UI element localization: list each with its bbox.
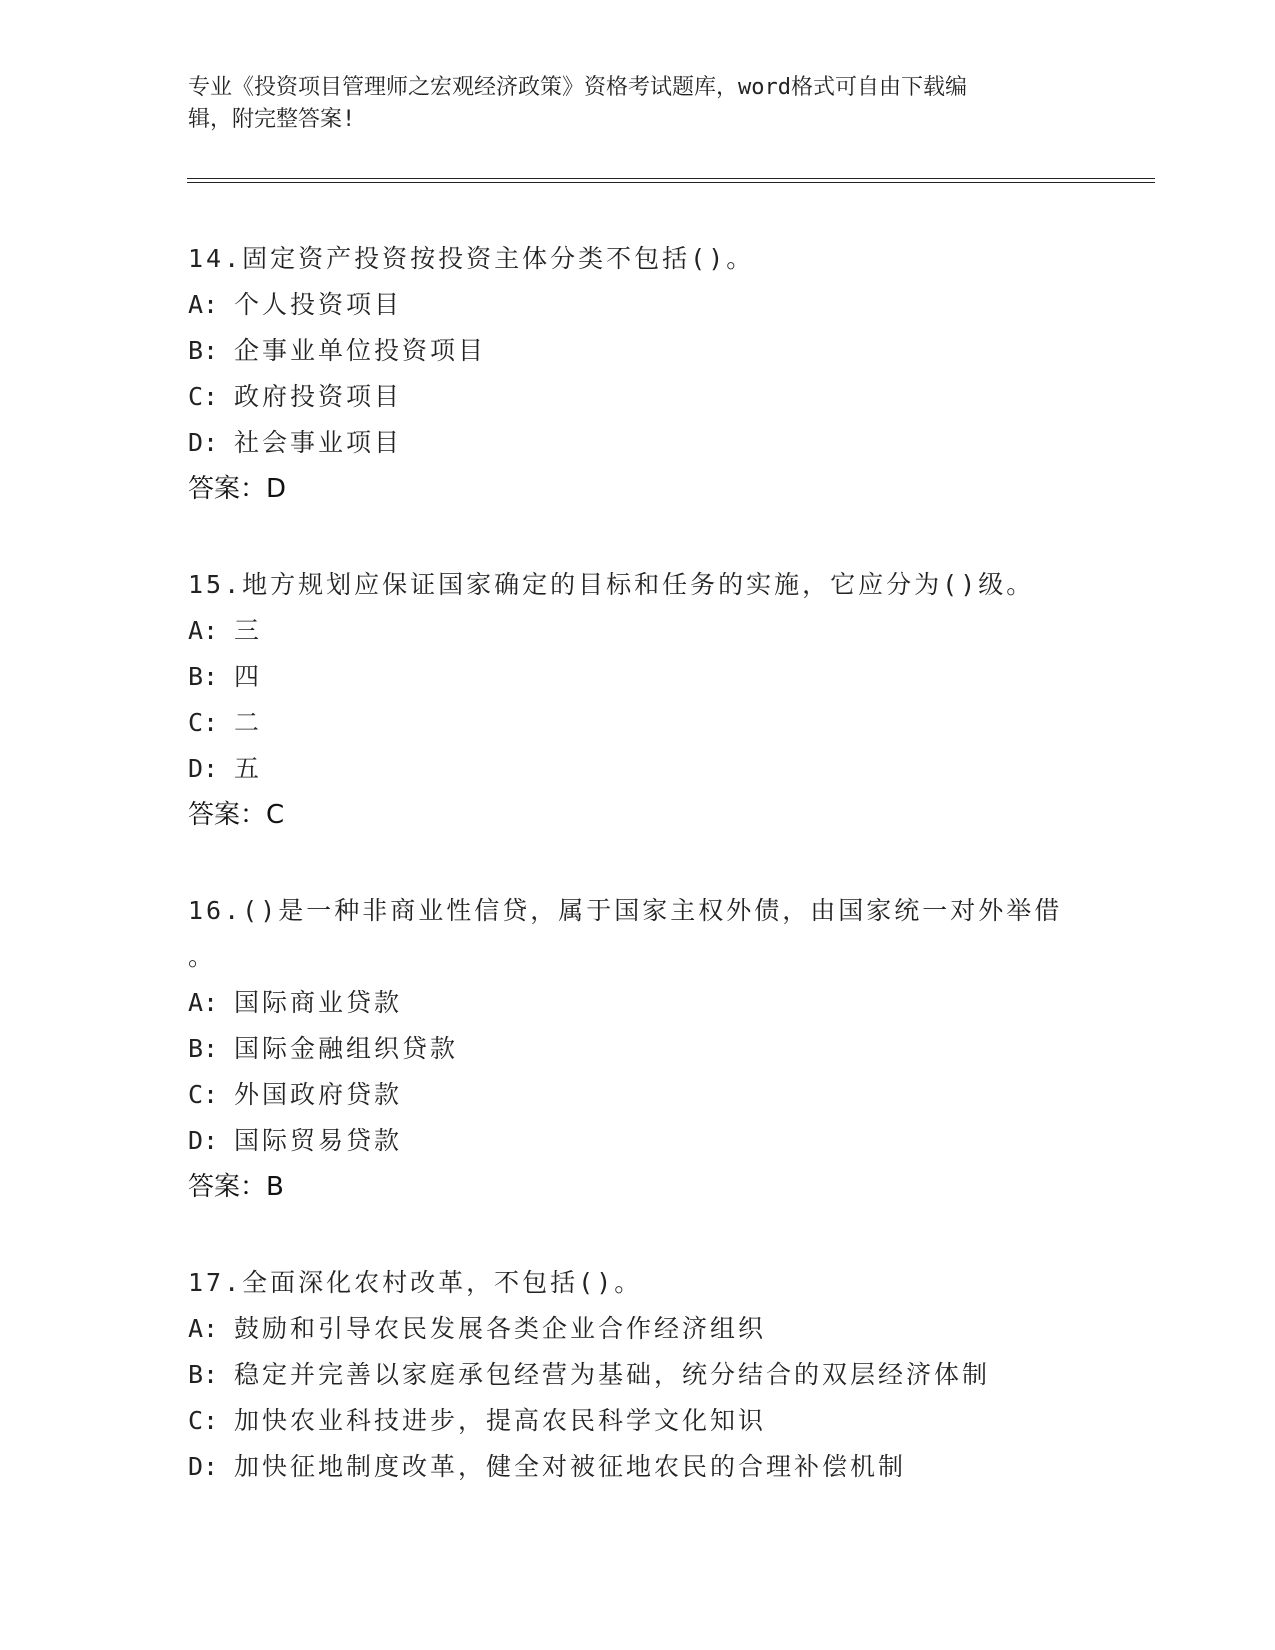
option-b: [188, 1026, 1088, 1072]
option-text: 加快农业科技进步，提高农民科学文化知识: [234, 1406, 767, 1435]
option-text: 政府投资项目: [234, 382, 403, 411]
option-text: 国际金融组织贷款: [234, 1034, 459, 1063]
option-key: D:: [188, 428, 219, 457]
option-c: [188, 1072, 1088, 1118]
question-list: [188, 236, 1088, 1540]
option-key: D:: [188, 1452, 219, 1481]
option-text: 个人投资项目: [234, 290, 403, 319]
option-key: A:: [188, 988, 219, 1017]
option-key: A:: [188, 616, 219, 645]
option-key: A:: [188, 290, 219, 319]
option-text: 国际商业贷款: [234, 988, 403, 1017]
option-text: 三: [234, 616, 263, 645]
option-d: [188, 1444, 1088, 1490]
option-text: 加快征地制度改革，健全对被征地农民的合理补偿机制: [234, 1452, 907, 1481]
question-text-continuation: 。: [188, 942, 214, 971]
question-14: [188, 236, 1088, 512]
option-key: C:: [188, 382, 219, 411]
option-text: 稳定并完善以家庭承包经营为基础，统分结合的双层经济体制: [234, 1360, 991, 1389]
answer-line: 答案：B: [188, 1172, 284, 1202]
option-key: B:: [188, 1034, 219, 1063]
option-text: 外国政府贷款: [234, 1080, 403, 1109]
answer-line: 答案：D: [188, 474, 287, 504]
header-line-1: 专业《投资项目管理师之宏观经济政策》资格考试题库，word格式可自由下载编: [188, 75, 967, 100]
question-17: [188, 1260, 1088, 1490]
option-text: 四: [234, 662, 263, 691]
option-b: [188, 654, 1088, 700]
option-a: [188, 282, 1088, 328]
option-key: C:: [188, 708, 219, 737]
option-key: B:: [188, 662, 219, 691]
question-15: [188, 562, 1088, 838]
option-key: B:: [188, 336, 219, 365]
question-text: 14.固定资产投资按投资主体分类不包括()。: [188, 244, 755, 273]
question-text: 17.全面深化农村改革，不包括()。: [188, 1268, 643, 1297]
option-b: [188, 328, 1088, 374]
document-header: [188, 72, 1088, 136]
header-divider: [187, 178, 1155, 183]
option-a: [188, 608, 1088, 654]
option-c: [188, 700, 1088, 746]
option-text: 五: [234, 754, 263, 783]
question-16: [188, 888, 1088, 1210]
header-line-2: 辑，附完整答案!: [188, 107, 356, 132]
question-text: 15.地方规划应保证国家确定的目标和任务的实施，它应分为()级。: [188, 570, 1035, 599]
option-key: B:: [188, 1360, 219, 1389]
option-text: 企事业单位投资项目: [234, 336, 487, 365]
option-a: [188, 980, 1088, 1026]
option-c: [188, 1398, 1088, 1444]
option-d: [188, 746, 1088, 792]
option-text: 鼓励和引导农民发展各类企业合作经济组织: [234, 1314, 767, 1343]
option-a: [188, 1306, 1088, 1352]
option-key: A:: [188, 1314, 219, 1343]
option-text: 国际贸易贷款: [234, 1126, 403, 1155]
option-key: C:: [188, 1080, 219, 1109]
option-d: [188, 1118, 1088, 1164]
option-key: D:: [188, 1126, 219, 1155]
answer-line: 答案：C: [188, 800, 285, 830]
option-text: 二: [234, 708, 263, 737]
option-key: D:: [188, 754, 219, 783]
option-text: 社会事业项目: [234, 428, 403, 457]
option-b: [188, 1352, 1088, 1398]
option-c: [188, 374, 1088, 420]
question-text: 16.()是一种非商业性信贷，属于国家主权外债，由国家统一对外举借: [188, 896, 1063, 925]
option-key: C:: [188, 1406, 219, 1435]
option-d: [188, 420, 1088, 466]
